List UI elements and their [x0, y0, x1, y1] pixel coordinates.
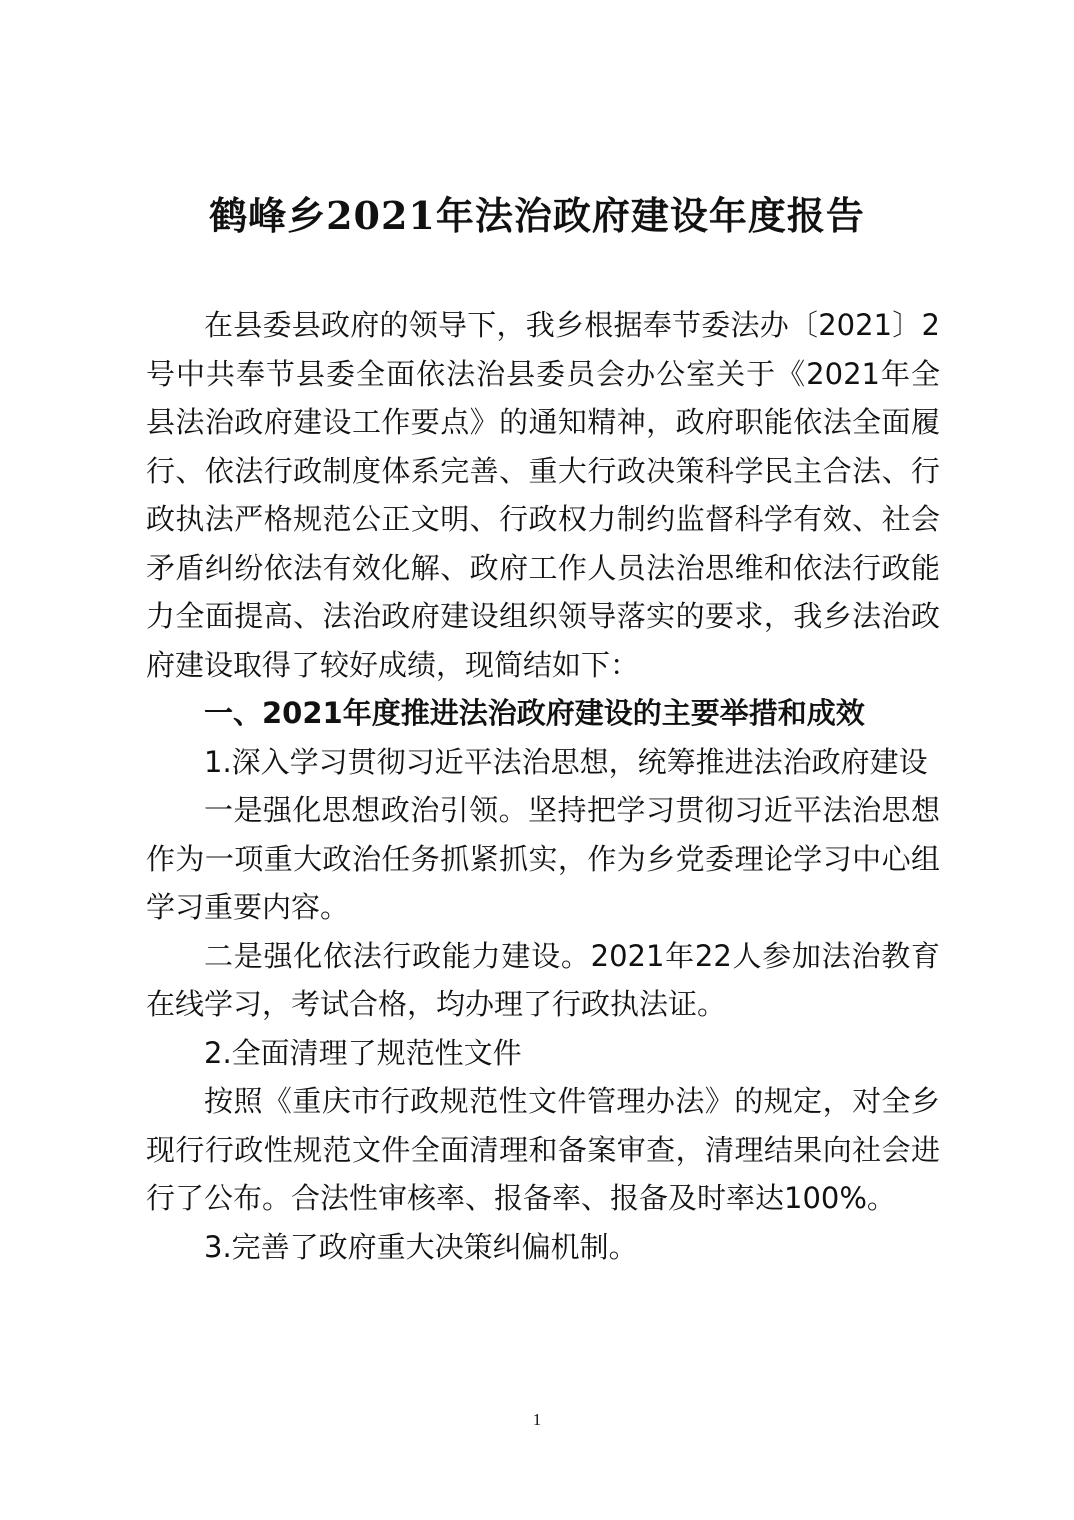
- subsection-heading-1: 1.深入学习贯彻习近平法治思想，统筹推进法治政府建设: [204, 744, 928, 779]
- page-number: 1: [532, 1410, 542, 1429]
- document-body: [146, 301, 940, 1271]
- intro-paragraph: 在县委县政府的领导下，我乡根据奉节委法办〔2021〕2号中共奉节县委全面依法治县委员会办公室关于《2021年全县法治政府建设工作要点》的通知精神，政府职能依法全面履行、依法行政制度体系完善、重大行政决策科学民主合法、行政执法严格规范公正文明、行政权力制约监督科学有效、社会矛盾纠纷依法有效化解、政府工作人员法治思维和依法行政能力全面提高、法治政府建设组织领导落实的要求，我乡法治政府建设取得了较好成绩，现简结如下：: [146, 308, 940, 682]
- paragraph-administrative-capacity: 二是强化依法行政能力建设。2021年22人参加法治教育在线学习，考试合格，均办理了行政执法证。: [146, 938, 940, 1021]
- section-heading-1: 一、2021年度推进法治政府建设的主要举措和成效: [204, 696, 865, 730]
- document-title: 鹤峰乡2021年法治政府建设年度报告: [209, 193, 865, 238]
- paragraph-political-guidance: 一是强化思想政治引领。坚持把学习贯彻习近平法治思想作为一项重大政治任务抓紧抓实，作为乡党委理论学习中心组学习重要内容。: [146, 793, 940, 924]
- paragraph-normative-documents: 按照《重庆市行政规范性文件管理办法》的规定，对全乡现行行政性规范文件全面清理和备案审查，清理结果向社会进行了公布。合法性审核率、报备率、报备及时率达100%。: [146, 1084, 940, 1215]
- subsection-heading-3: 3.完善了政府重大决策纠偏机制。: [204, 1229, 638, 1264]
- subsection-heading-2: 2.全面清理了规范性文件: [204, 1035, 522, 1070]
